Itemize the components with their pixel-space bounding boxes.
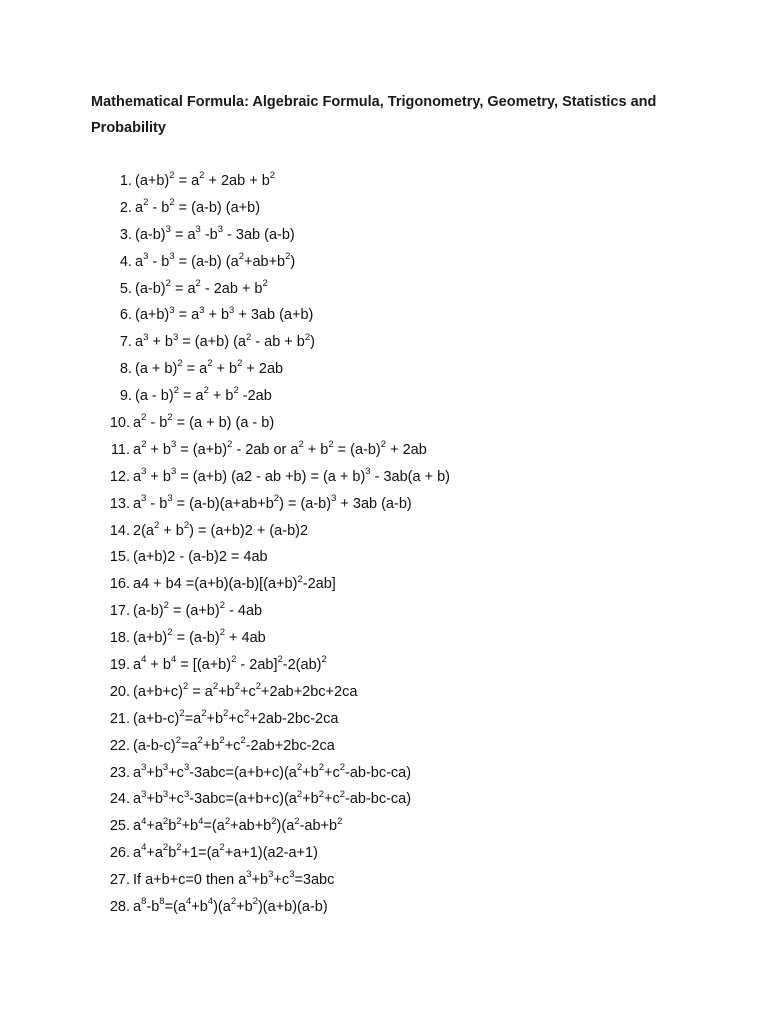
formula-item	[0, 813, 700, 840]
formula-text: $a^3 + b^3 = (a+b)$ ($a^2$ - ab + $b^2$)	[135, 331, 316, 351]
formula-text: $a^3 - b^3 = (a-b)(a+ab+b^2) = (a-b)^3 + 3ab$ (a-b)	[133, 492, 412, 512]
formula-text: $a^3+b^3+c^3-3abc=(a+b+c)(a^2+b^2+c^2-ab-bc-ca)$	[133, 761, 412, 781]
formula-item	[0, 706, 700, 733]
formula-text: If a+b+c=0 then $a^3+b^3+c^3=3abc$	[133, 869, 335, 889]
formula-item	[0, 867, 700, 894]
formula-number: 24.	[109, 791, 130, 808]
formula-item	[0, 786, 700, 813]
formula-text: $a^4 + b^4 = [(a+b)^2 - 2ab]^2-2(ab)^2$	[133, 654, 327, 674]
formula-text: $a^2 + b^3 = (a+b)^2 - 2ab$ or $a^2 + b^2 = (a-b)^2 + 2ab$	[133, 439, 427, 458]
document-title: Mathematical Formula: Algebraic Formula, Trigonometry, Geometry, Statistics and Probability	[91, 94, 657, 136]
formula-item	[0, 276, 700, 303]
formula-number: 12.	[109, 468, 130, 485]
formula-item	[0, 544, 700, 571]
formula-text: $(a+b)^3 = a^3 + b^3 + 3ab$ (a+b)	[135, 304, 314, 324]
formula-item	[0, 195, 700, 222]
formula-number: 23.	[109, 764, 130, 781]
formula-number: 5.	[119, 280, 132, 297]
formula-text: $a^2 - b^2 = (a-b)$ (a+b)	[135, 197, 261, 216]
formula-item	[0, 168, 700, 195]
formula-text: $a4 + b4 =(a+b)(a-b)[(a+b)^2-2ab]$	[133, 573, 336, 593]
formula-item	[0, 222, 700, 249]
formula-item	[0, 329, 700, 356]
formula-list	[0, 168, 700, 921]
formula-number: 3.	[119, 226, 132, 243]
formula-number: 10.	[109, 415, 130, 432]
formula-number: 26.	[109, 845, 130, 862]
formula-text: $a^4+a^2b^2+b^4=(a^2+ab+b^2)(a^2-ab+b^2$	[133, 815, 343, 835]
formula-item	[0, 464, 700, 491]
formula-number: 25.	[109, 818, 130, 835]
formula-item	[0, 625, 700, 652]
formula-item	[0, 491, 700, 518]
formula-text: $(a+b-c)^2=a^2+b^2+c^2+2ab-2bc-2ca$	[133, 707, 339, 727]
formula-text: $a^8-b^8=(a^4+b^4)(a^2+b^2)(a+b)(a-b)$	[133, 896, 328, 916]
formula-text: $(a+b+c)^2 = a^2+b^2+c^2+2ab+2bc+2ca$	[133, 681, 358, 700]
formula-number: 7.	[119, 334, 132, 351]
formula-item	[0, 894, 700, 921]
formula-number: 16.	[109, 576, 130, 593]
formula-item	[0, 383, 700, 410]
formula-number: 11.	[110, 441, 130, 458]
formula-item	[0, 410, 700, 437]
formula-text: $(a - b)^2 = a^2 + b^2$ -2ab	[135, 385, 272, 405]
formula-number: 15.	[109, 549, 130, 566]
formula-item	[0, 679, 700, 706]
formula-item	[0, 652, 700, 679]
formula-number: 14.	[109, 522, 130, 539]
formula-text: $a^2 - b^2 = (a + b)$ (a - b)	[133, 412, 275, 432]
formula-number: 1.	[119, 173, 132, 189]
formula-item	[0, 302, 700, 329]
formula-item	[0, 518, 700, 545]
formula-number: 4.	[119, 253, 132, 270]
formula-text: $a^3 - b^3 = (a-b)$ $(a^2+ab+b^2)$	[135, 250, 296, 270]
formula-item	[0, 598, 700, 625]
formula-text: $(a+b)^2 = a^2 + 2ab + b^2$	[135, 170, 276, 189]
formula-item	[0, 437, 700, 464]
formula-number: 22.	[109, 737, 130, 754]
formula-text: (a+b)2 - (a-b)2 = 4ab	[133, 549, 268, 566]
formula-number: 13.	[109, 495, 130, 512]
formula-item	[0, 356, 700, 383]
formula-number: 19.	[109, 657, 130, 674]
formula-number: 21.	[109, 710, 130, 727]
formula-number: 2.	[119, 199, 132, 216]
formula-text: $(a+b)^2 = (a-b)^2 + 4ab$	[133, 627, 266, 647]
formula-item	[0, 760, 700, 787]
formula-number: 8.	[119, 361, 132, 378]
formula-number: 18.	[109, 630, 130, 647]
formula-text: $a^3+b^3+c^3-3abc=(a+b+c)(a^2+b^2+c^2-ab-bc-ca)$	[133, 788, 412, 808]
formula-text: $(a-b)^3 = a^3$ $-b^3 - 3ab$ (a-b)	[135, 223, 295, 243]
formula-number: 28.	[109, 899, 130, 916]
formula-item	[0, 571, 700, 598]
formula-text: $(a-b)^2 = a^2 - 2ab + b^2$	[135, 277, 268, 297]
formula-number: 6.	[119, 307, 132, 324]
formula-number: 9.	[119, 388, 132, 405]
formula-number: 27.	[109, 872, 130, 889]
formula-item	[0, 840, 700, 867]
formula-item	[0, 733, 700, 760]
formula-number: 17.	[109, 603, 130, 620]
formula-item	[0, 249, 700, 276]
formula-text: $a^4+a^2b^2+1=(a^2+a+1)(a2-a+1)$	[133, 842, 318, 862]
formula-text: $(a-b-c)^2=a^2+b^2+c^2-2ab+2bc-2ca$	[133, 734, 335, 754]
formula-text: $a^3 + b^3 = (a+b)$ (a2 - ab $+b) = (a + b)^3 - 3ab(a + b)$	[133, 465, 450, 485]
formula-number: 20.	[109, 683, 130, 700]
formula-text: $(a + b)^2 = a^2 + b^2 + 2ab$	[135, 358, 284, 378]
formula-text: $(a-b)^2 = (a+b)^2 - 4ab$	[133, 600, 263, 620]
formula-text: $2(a^2 + b^2) = (a+b)2 + (a-b)2$	[133, 519, 309, 539]
